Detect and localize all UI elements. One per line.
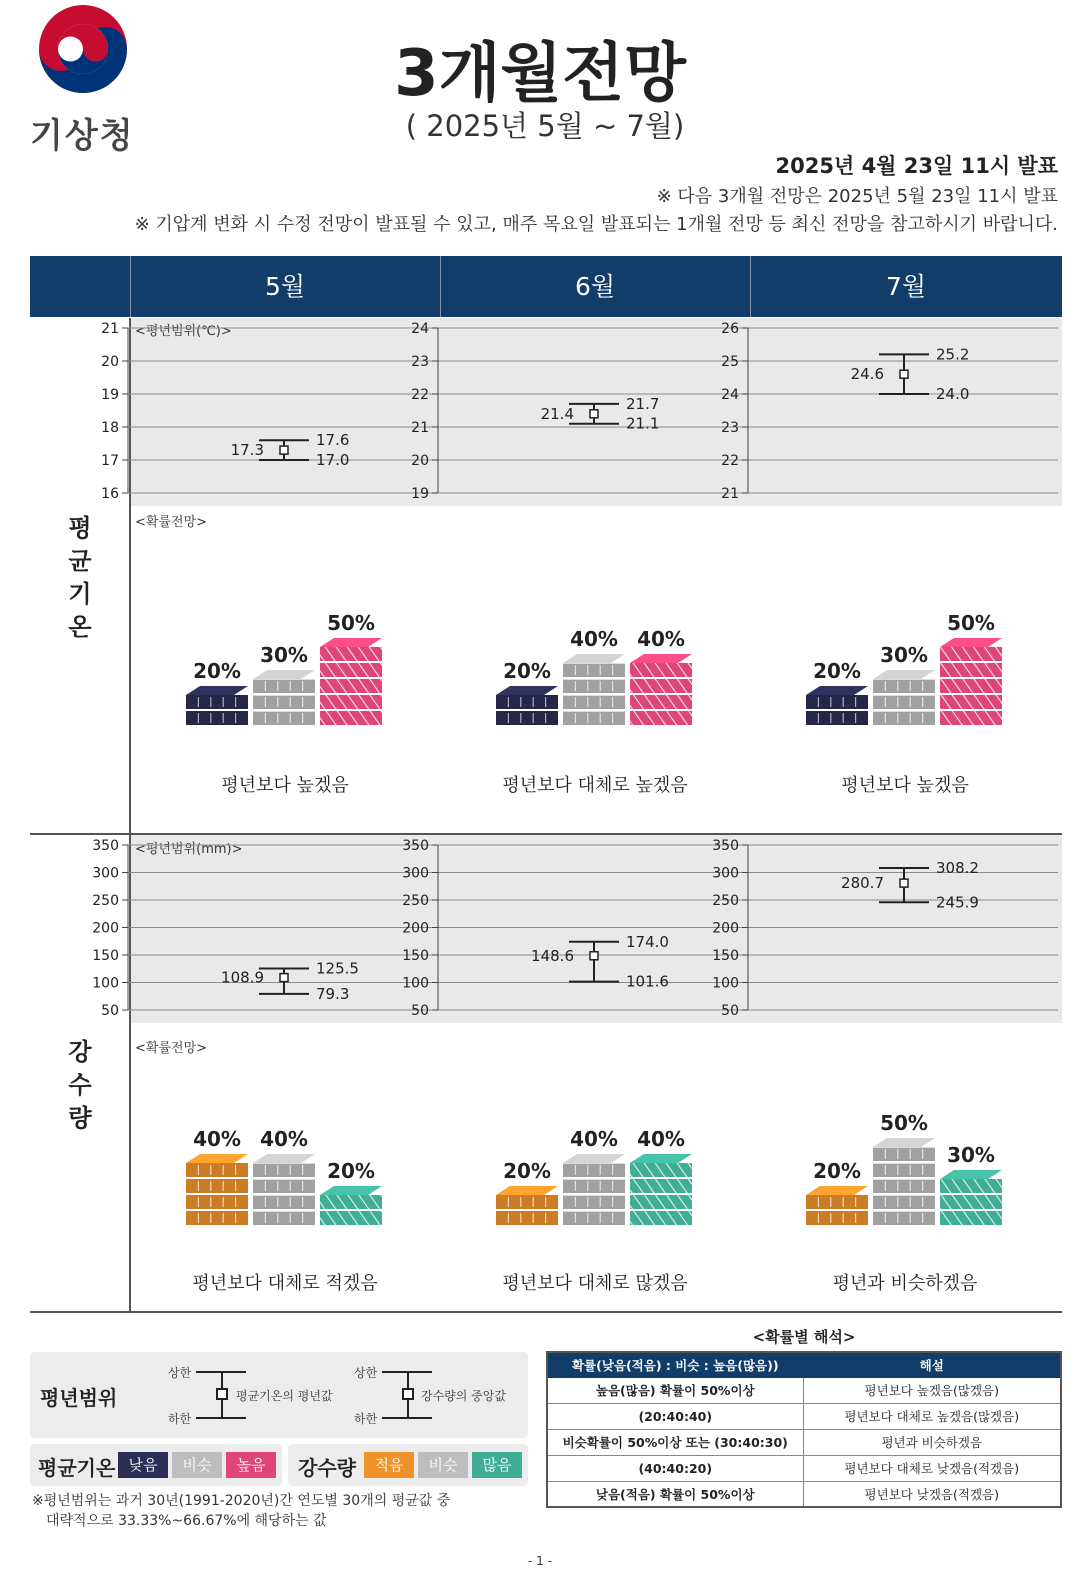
- tick-label: 19: [411, 486, 429, 502]
- tick-label: 150: [402, 948, 429, 964]
- probability-stack: [253, 1154, 315, 1225]
- prcp-desc-may: 평년보다 대체로 적겠음: [192, 1273, 378, 1294]
- stack-layer: [563, 695, 625, 709]
- stack-layer: [563, 1195, 625, 1209]
- tick-label: 21: [721, 486, 739, 502]
- range-footnote-cont: 대략적으로 33.33%~66.67%에 해당하는 값: [46, 1513, 327, 1529]
- tick-label: 24: [411, 321, 429, 337]
- lower-value-label: 79.3: [316, 984, 350, 1003]
- chip-normal: 비슷: [172, 1452, 222, 1478]
- stack-top: [873, 1138, 935, 1147]
- probability-label: 30%: [947, 1143, 995, 1167]
- probability-stack: [320, 1186, 382, 1225]
- precipitation-range-chart: [0, 835, 1080, 1023]
- stack-layer: [940, 679, 1002, 693]
- stack-layer: [940, 711, 1002, 725]
- probability-stack: [940, 1170, 1002, 1225]
- tick-label: 23: [411, 354, 429, 370]
- probability-label: 20%: [503, 1159, 551, 1183]
- probability-stack: [630, 654, 692, 725]
- probability-stack: [563, 1154, 625, 1225]
- tick-label: 22: [721, 453, 739, 469]
- table-header: 확률(낮음(적음) : 비슷 : 높음(많음)): [547, 1352, 803, 1377]
- probability-stack: [806, 1186, 868, 1225]
- tick-label: 350: [402, 838, 429, 854]
- lower-value-label: 24.0: [936, 385, 970, 403]
- median-value-label: 280.7: [841, 874, 884, 893]
- range-footnote: ※평년범위는 과거 30년(1991-2020년)간 연도별 30개의 평균값 중: [32, 1493, 451, 1509]
- tick-label: 100: [712, 975, 739, 992]
- table-cell: 비슷확률이 50%이상 또는 (30:40:30): [547, 1429, 803, 1455]
- stack-layer: [630, 663, 692, 677]
- legend-lower-label: 하한: [168, 1412, 192, 1426]
- probability-label: 50%: [880, 1111, 928, 1135]
- chip-high: 높음: [226, 1452, 276, 1478]
- stack-layer: [806, 1211, 868, 1225]
- stack-layer: [563, 1179, 625, 1193]
- probability-label: 20%: [327, 1159, 375, 1183]
- probability-label: 20%: [813, 1159, 861, 1183]
- upper-value-label: 174.0: [626, 932, 669, 951]
- stack-layer: [186, 695, 248, 709]
- stack-top: [806, 686, 868, 695]
- stack-layer: [630, 711, 692, 725]
- stack-layer: [186, 1195, 248, 1209]
- tick-label: 16: [101, 486, 119, 502]
- probability-label: 40%: [570, 627, 618, 651]
- tick-label: 250: [402, 893, 429, 909]
- probability-label: 30%: [880, 643, 928, 667]
- stack-layer: [873, 1179, 935, 1193]
- stack-top: [496, 1186, 558, 1195]
- stack-top: [940, 1170, 1002, 1179]
- tick-label: 350: [712, 838, 739, 854]
- section-divider-bottom: [30, 1311, 1062, 1313]
- stack-layer: [320, 647, 382, 661]
- stack-layer: [630, 1179, 692, 1193]
- table-cell: 평년보다 높겠음(많겠음): [803, 1377, 1061, 1403]
- page-subtitle: ( 2025년 5월 ~ 7월): [405, 109, 685, 143]
- legend-upper-label: 상한: [168, 1366, 192, 1380]
- table-header-row: [547, 1352, 1061, 1377]
- tick-label: 200: [402, 920, 429, 937]
- tick-label: 20: [411, 453, 429, 469]
- stack-layer: [186, 1163, 248, 1177]
- table-row: [547, 1481, 1061, 1507]
- tick-label: 19: [101, 387, 119, 403]
- stack-layer: [630, 1163, 692, 1177]
- page-title: 3개월전망: [394, 37, 686, 111]
- probability-stack: [806, 686, 868, 725]
- stack-layer: [186, 1179, 248, 1193]
- upper-value-label: 308.2: [936, 858, 979, 877]
- stack-layer: [496, 711, 558, 725]
- stack-top: [630, 1154, 692, 1163]
- table-cell: 평년보다 대체로 높겠음(많겠음): [803, 1403, 1061, 1429]
- tick-label: 300: [402, 865, 429, 882]
- median-value-label: 24.6: [850, 365, 884, 384]
- median-value-label: 17.3: [230, 441, 264, 460]
- probability-label: 20%: [813, 659, 861, 683]
- chip-similar: 비슷: [418, 1452, 468, 1478]
- tick-label: 300: [92, 865, 119, 882]
- prcp-legend-name: 강수량: [298, 1456, 356, 1480]
- stack-layer: [253, 1179, 315, 1193]
- upper-value-label: 17.6: [316, 431, 350, 450]
- stack-top: [186, 686, 248, 695]
- tick-label: 250: [92, 893, 119, 909]
- stack-layer: [806, 695, 868, 709]
- median-value-label: 148.6: [531, 946, 574, 965]
- stack-layer: [630, 1195, 692, 1209]
- stack-layer: [873, 1195, 935, 1209]
- stack-layer: [320, 1195, 382, 1209]
- stack-layer: [563, 711, 625, 725]
- probability-stack: [873, 1138, 935, 1225]
- tick-label: 26: [721, 321, 739, 337]
- precipitation-probability-chart: [0, 1060, 1080, 1260]
- probability-label: 40%: [570, 1127, 618, 1151]
- precipitation-color-legend: [288, 1444, 528, 1486]
- stack-layer: [873, 1163, 935, 1177]
- lower-value-label: 245.9: [936, 893, 979, 912]
- table-cell: 낮음(적음) 확률이 50%이상: [547, 1481, 803, 1507]
- stack-layer: [496, 1195, 558, 1209]
- stack-layer: [563, 1163, 625, 1177]
- issue-time: 2025년 4월 23일 11시 발표: [775, 154, 1058, 178]
- median-value-label: 108.9: [221, 968, 264, 987]
- table-header: 해설: [803, 1352, 1061, 1377]
- stack-layer: [940, 1179, 1002, 1193]
- stack-top: [563, 1154, 625, 1163]
- stack-layer: [186, 711, 248, 725]
- probability-label: 40%: [193, 1127, 241, 1151]
- tick-label: 25: [721, 354, 739, 370]
- stack-layer: [320, 695, 382, 709]
- stack-top: [940, 638, 1002, 647]
- tick-label: 200: [92, 920, 119, 937]
- temp-desc-june: 평년보다 대체로 높겠음: [502, 775, 688, 796]
- stack-layer: [320, 1211, 382, 1225]
- table-cell: 평년보다 낮겠음(적겠음): [803, 1481, 1061, 1507]
- temp-desc-july: 평년보다 높겠음: [841, 775, 969, 796]
- chip-more: 많음: [472, 1452, 522, 1478]
- prcp-prob-tag: <확률전망>: [135, 1041, 208, 1056]
- stack-layer: [630, 1211, 692, 1225]
- temperature-color-legend: [30, 1444, 282, 1486]
- stack-layer: [873, 695, 935, 709]
- tick-label: 24: [721, 387, 739, 403]
- upper-value-label: 21.7: [626, 394, 660, 413]
- tick-label: 250: [712, 893, 739, 909]
- temp-range-tag: <평년범위(℃)>: [135, 324, 232, 339]
- median-marker: [900, 370, 908, 378]
- month-july: 7월: [885, 272, 927, 301]
- probability-stack: [873, 670, 935, 725]
- stack-layer: [873, 711, 935, 725]
- probability-stack: [496, 686, 558, 725]
- stack-layer: [940, 695, 1002, 709]
- tick-label: 150: [712, 948, 739, 964]
- stack-layer: [806, 711, 868, 725]
- stack-top: [253, 670, 315, 679]
- tick-label: 20: [101, 354, 119, 370]
- stack-top: [873, 670, 935, 679]
- stack-top: [186, 1154, 248, 1163]
- tick-label: 22: [411, 387, 429, 403]
- lower-value-label: 17.0: [316, 451, 350, 469]
- tick-label: 100: [92, 975, 119, 992]
- probability-label: 20%: [193, 659, 241, 683]
- median-marker: [590, 952, 598, 960]
- stack-layer: [563, 1211, 625, 1225]
- probability-label: 40%: [260, 1127, 308, 1151]
- org-name: 기상청: [30, 116, 135, 156]
- stack-layer: [496, 1211, 558, 1225]
- probability-stack: [496, 1186, 558, 1225]
- chip-low: 낮음: [118, 1452, 168, 1478]
- tick-label: 23: [721, 420, 739, 436]
- prcp-range-tag: <평년범위(mm)>: [135, 842, 243, 857]
- temperature-probability-chart: [0, 560, 1080, 760]
- month-may: 5월: [264, 272, 306, 301]
- tick-label: 200: [712, 920, 739, 937]
- range-legend-title: 평년범위: [40, 1386, 118, 1410]
- stack-layer: [563, 679, 625, 693]
- temp-legend-name: 평균기온: [38, 1456, 116, 1480]
- table-row: [547, 1377, 1061, 1403]
- tick-label: 50: [721, 1003, 739, 1019]
- table-cell: 높음(많음) 확률이 50%이상: [547, 1377, 803, 1403]
- stack-top: [253, 1154, 315, 1163]
- stack-layer: [873, 679, 935, 693]
- page-number: - 1 -: [528, 1554, 552, 1568]
- probability-label: 20%: [503, 659, 551, 683]
- median-value-label: 21.4: [540, 404, 574, 423]
- stack-layer: [253, 1211, 315, 1225]
- median-marker: [280, 446, 288, 454]
- table-cell: 평년보다 대체로 낮겠음(적겠음): [803, 1455, 1061, 1481]
- revision-note: ※ 기압계 변화 시 수정 전망이 발표될 수 있고, 매주 목요일 발표되는 1개월 전망 등 최신 전망을 참고하시기 바랍니다.: [134, 214, 1058, 235]
- tick-label: 150: [92, 948, 119, 964]
- probability-stack: [253, 670, 315, 725]
- probability-label: 40%: [637, 1127, 685, 1151]
- stack-layer: [253, 695, 315, 709]
- stack-top: [320, 1186, 382, 1195]
- probability-label: 40%: [637, 627, 685, 651]
- precipitation-section-label: 강 수 량: [68, 1038, 92, 1132]
- tick-label: 18: [101, 420, 119, 436]
- stack-layer: [253, 711, 315, 725]
- stack-layer: [940, 1195, 1002, 1209]
- stack-layer: [630, 695, 692, 709]
- probability-label: 50%: [327, 611, 375, 635]
- probability-stack: [186, 1154, 248, 1225]
- month-june: 6월: [574, 272, 616, 301]
- upper-value-label: 25.2: [936, 345, 970, 364]
- stack-layer: [320, 679, 382, 693]
- tick-label: 50: [411, 1003, 429, 1019]
- stack-top: [630, 654, 692, 663]
- interpretation-table: [546, 1351, 1062, 1508]
- probability-stack: [940, 638, 1002, 725]
- stack-layer: [806, 1195, 868, 1209]
- temperature-range-chart: [0, 318, 1080, 506]
- month-header-bar: [30, 256, 1062, 317]
- chip-less: 적음: [364, 1452, 414, 1478]
- temp-desc-may: 평년보다 높겠음: [221, 775, 349, 796]
- median-marker: [900, 879, 908, 887]
- stack-top: [563, 654, 625, 663]
- stack-layer: [873, 1211, 935, 1225]
- tick-label: 350: [92, 838, 119, 854]
- upper-value-label: 125.5: [316, 959, 359, 978]
- table-cell: (20:40:40): [547, 1403, 803, 1429]
- next-issue-note: ※ 다음 3개월 전망은 2025년 5월 23일 11시 발표: [656, 186, 1058, 207]
- probability-stack: [630, 1154, 692, 1225]
- stack-layer: [320, 711, 382, 725]
- probability-label: 30%: [260, 643, 308, 667]
- tick-label: 100: [402, 975, 429, 992]
- temp-prob-tag: <확률전망>: [135, 515, 208, 530]
- stack-layer: [253, 679, 315, 693]
- legend-prcp-median-label: 강수량의 중앙값: [421, 1389, 506, 1403]
- probability-stack: [563, 654, 625, 725]
- interpretation-title: <확률별 해석>: [752, 1328, 856, 1346]
- prcp-desc-july: 평년과 비슷하겠음: [832, 1273, 978, 1294]
- lower-value-label: 101.6: [626, 972, 669, 991]
- temperature-section-label: 평 균 기 온: [68, 514, 92, 641]
- stack-layer: [940, 647, 1002, 661]
- stack-top: [806, 1186, 868, 1195]
- stack-layer: [940, 1211, 1002, 1225]
- median-marker: [590, 410, 598, 418]
- table-row: [547, 1429, 1061, 1455]
- stack-layer: [496, 695, 558, 709]
- median-marker: [280, 974, 288, 982]
- stack-top: [320, 638, 382, 647]
- tick-label: 17: [101, 453, 119, 469]
- table-cell: (40:40:20): [547, 1455, 803, 1481]
- legend-upper-label-2: 상한: [354, 1366, 378, 1380]
- stack-top: [496, 686, 558, 695]
- stack-layer: [253, 1163, 315, 1177]
- probability-stack: [186, 686, 248, 725]
- table-cell: 평년과 비슷하겠음: [803, 1429, 1061, 1455]
- lower-value-label: 21.1: [626, 414, 660, 433]
- legend-lower-label-2: 하한: [354, 1412, 378, 1426]
- stack-layer: [320, 663, 382, 677]
- table-row: [547, 1403, 1061, 1429]
- table-row: [547, 1455, 1061, 1481]
- stack-layer: [186, 1211, 248, 1225]
- tick-label: 21: [101, 321, 119, 337]
- stack-layer: [630, 679, 692, 693]
- probability-stack: [320, 638, 382, 725]
- tick-label: 21: [411, 420, 429, 436]
- tick-label: 300: [712, 865, 739, 882]
- stack-layer: [253, 1195, 315, 1209]
- probability-label: 50%: [947, 611, 995, 635]
- tick-label: 50: [101, 1003, 119, 1019]
- prcp-desc-june: 평년보다 대체로 많겠음: [502, 1273, 688, 1294]
- stack-layer: [940, 663, 1002, 677]
- stack-layer: [563, 663, 625, 677]
- legend-temp-median-label: 평균기온의 평년값: [236, 1389, 333, 1403]
- stack-layer: [873, 1147, 935, 1161]
